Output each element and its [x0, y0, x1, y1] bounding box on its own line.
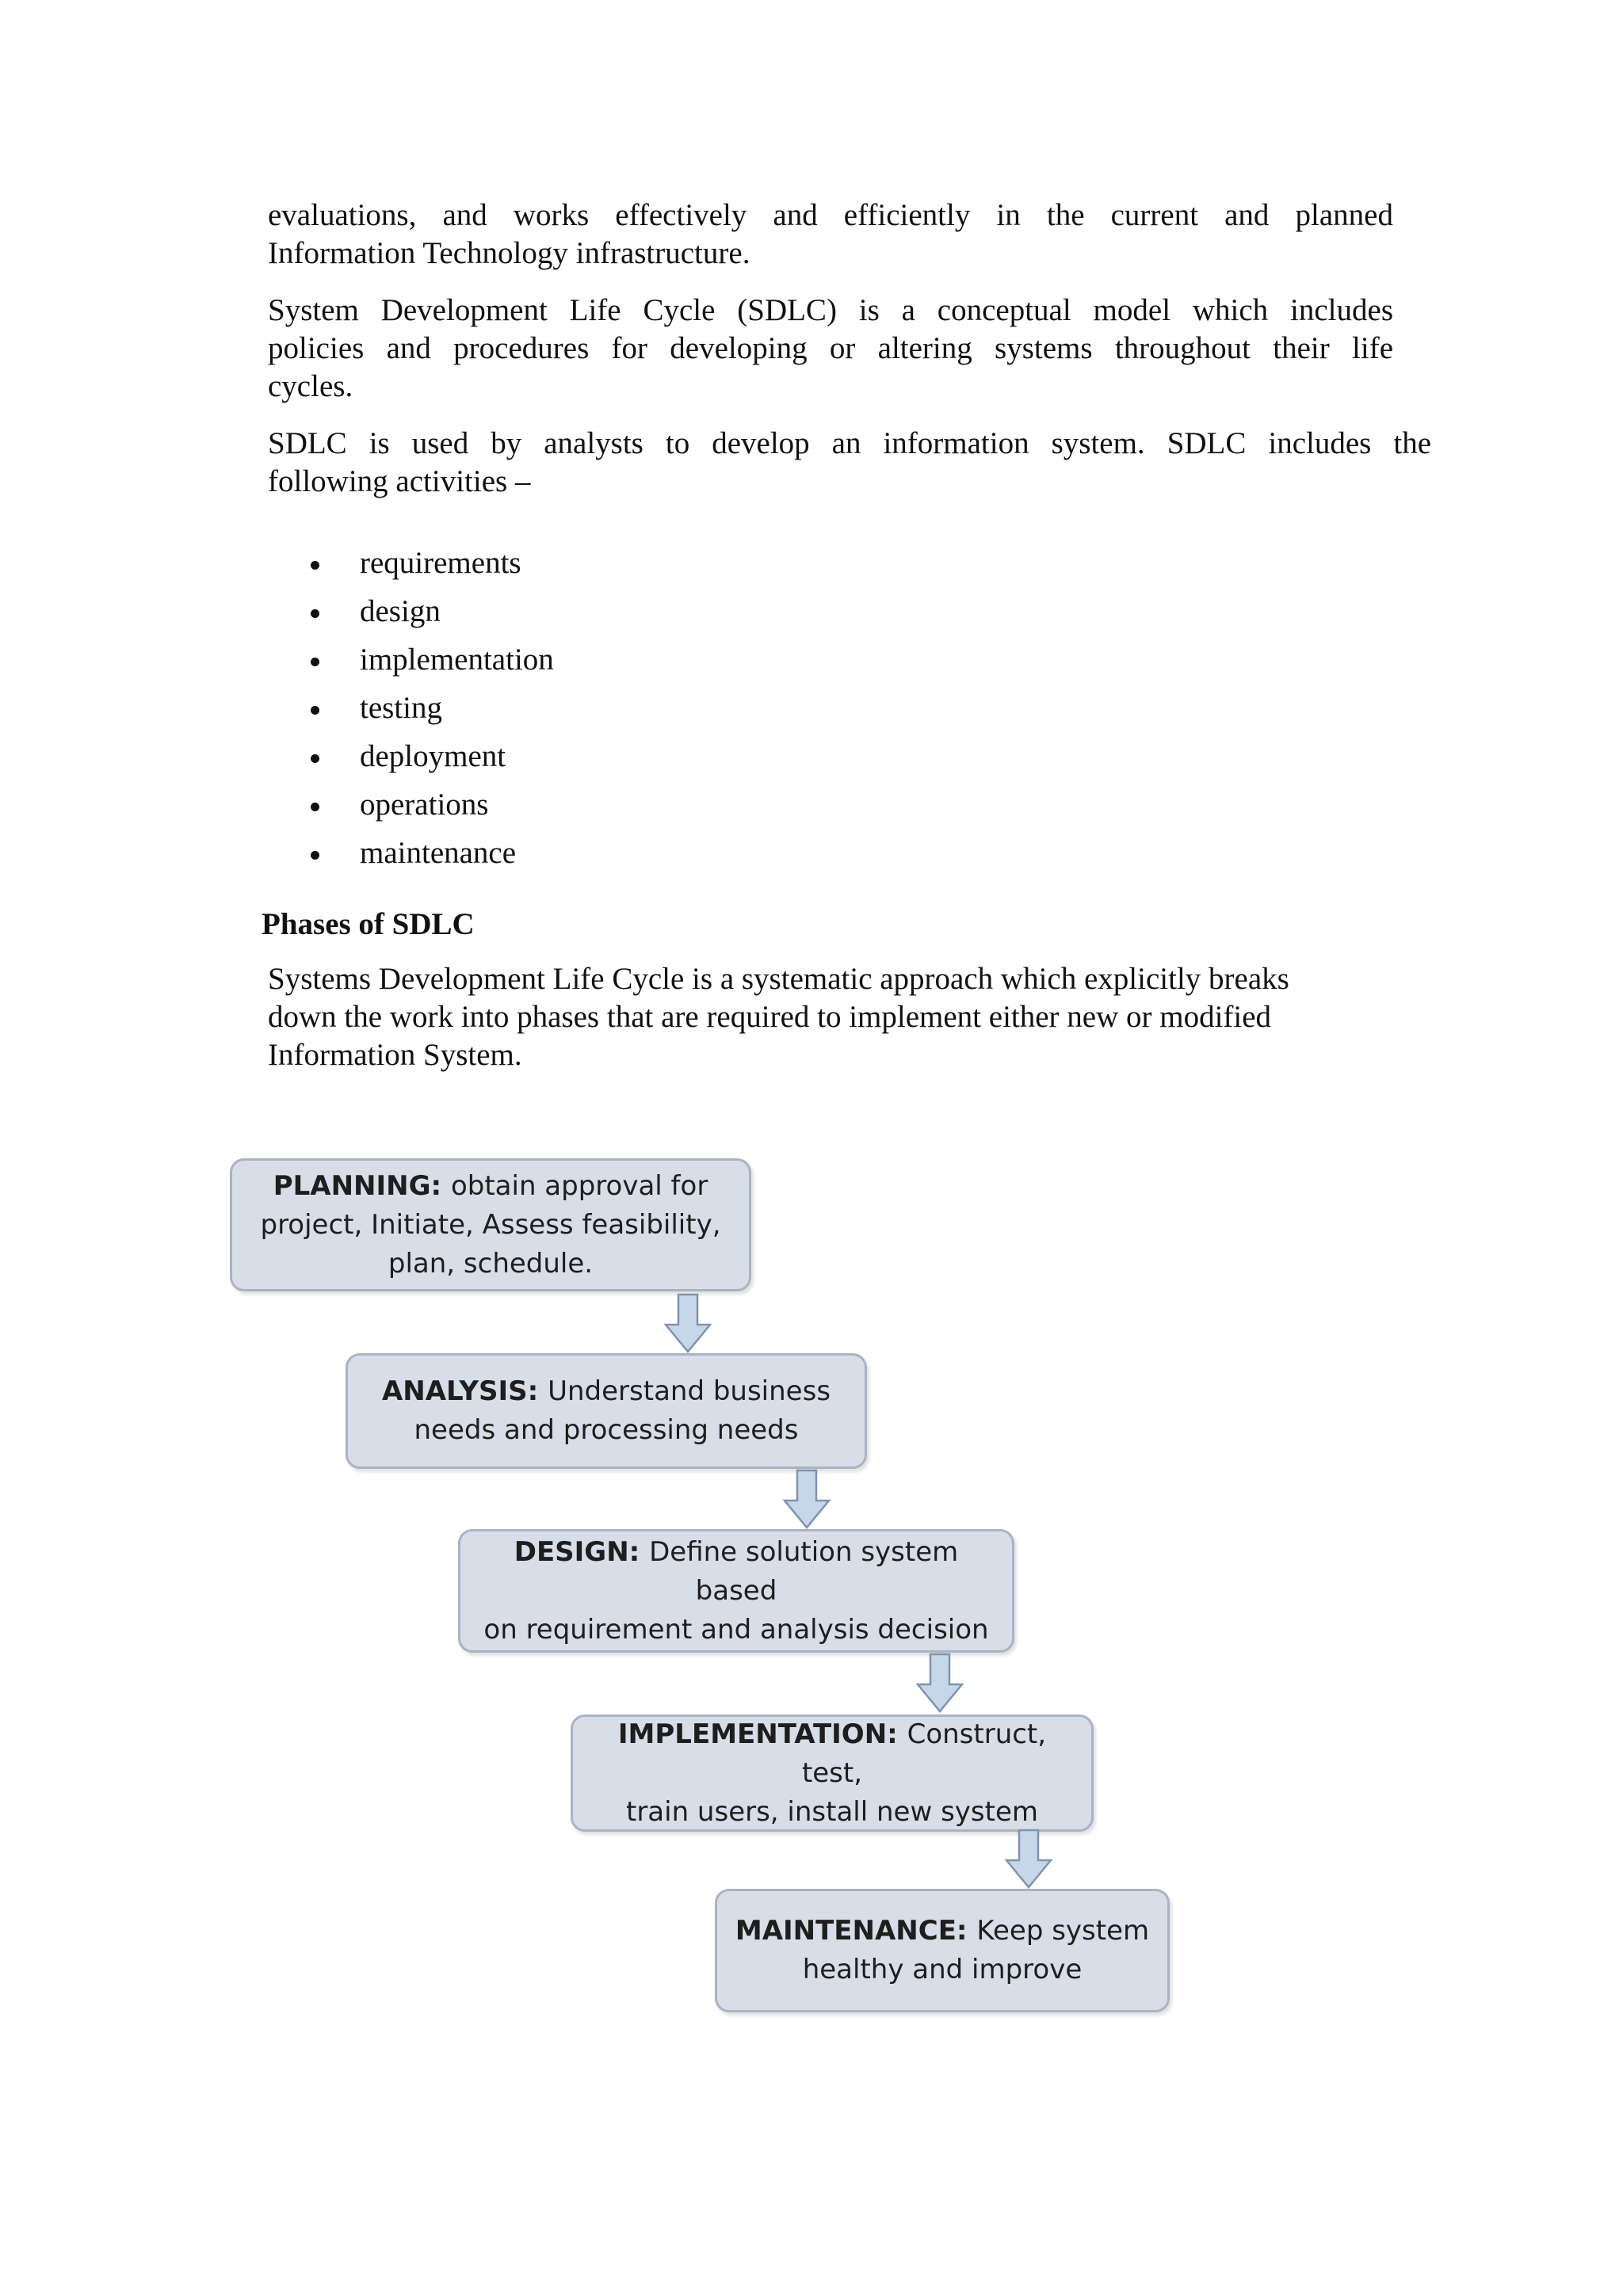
phases-intro-paragraph	[268, 960, 1457, 1074]
list-item: requirements	[307, 539, 554, 587]
intro-paragraph-2	[268, 292, 1393, 406]
intro-paragraph-2-line-2: policies and procedures for developing or altering systems throughout their life	[268, 331, 1393, 365]
phase-text: Construct, test,	[801, 1718, 1047, 1789]
phase-label: PLANNING:	[273, 1169, 451, 1202]
section-heading: Phases of SDLC	[262, 907, 475, 941]
list-item: design	[307, 587, 554, 635]
phase-text: Keep system	[976, 1915, 1150, 1947]
phase-text: Define solution system based	[649, 1535, 959, 1607]
list-item: testing	[307, 684, 554, 732]
phase-label: MAINTENANCE:	[735, 1915, 977, 1947]
phase-box-implementation	[571, 1714, 1094, 1832]
phases-intro-line-3: Information System.	[268, 1038, 522, 1072]
phase-text: obtain approval for	[450, 1169, 708, 1202]
intro-paragraph-3-line-2: following activities –	[268, 464, 531, 498]
down-arrow-icon	[664, 1293, 712, 1353]
phase-label: ANALYSIS:	[381, 1375, 548, 1407]
intro-paragraph-2-line-3: cycles.	[268, 369, 353, 403]
list-item: operations	[307, 780, 554, 829]
down-arrow-icon	[1005, 1829, 1052, 1889]
phase-box-analysis	[346, 1353, 867, 1469]
down-arrow-icon	[783, 1469, 831, 1529]
phases-intro-line-1: Systems Development Life Cycle is a systematic approach which explicitly breaks	[268, 962, 1289, 996]
phases-intro-line-2: down the work into phases that are required to implement either new or modified	[268, 1000, 1272, 1034]
list-item: maintenance	[307, 829, 554, 877]
phase-box-planning	[230, 1158, 751, 1291]
activities-list	[307, 539, 554, 877]
list-item: deployment	[307, 732, 554, 780]
intro-paragraph-1-line-2: Information Technology infrastructure.	[268, 236, 750, 270]
intro-paragraph-3	[268, 425, 1431, 501]
phase-label: DESIGN:	[514, 1535, 650, 1568]
phase-label: IMPLEMENTATION:	[617, 1718, 907, 1750]
intro-paragraph-1-line-1: evaluations, and works effectively and efficiently in the current and planned	[268, 198, 1393, 232]
phase-box-maintenance	[715, 1889, 1170, 2012]
phase-box-design	[458, 1529, 1014, 1653]
intro-paragraph-3-line-1: SDLC is used by analysts to develop an information system. SDLC includes the	[268, 426, 1431, 460]
phase-text: on requirement and analysis decision	[483, 1613, 989, 1646]
intro-paragraph-2-line-1: System Development Life Cycle (SDLC) is a conceptual model which includes	[268, 293, 1393, 327]
down-arrow-icon	[916, 1653, 964, 1713]
phase-text: plan, schedule.	[388, 1247, 594, 1280]
intro-paragraph-1	[268, 196, 1393, 273]
list-item: implementation	[307, 635, 554, 684]
phase-text: Understand business	[548, 1375, 831, 1407]
phase-text: needs and processing needs	[414, 1414, 799, 1446]
phase-text: healthy and improve	[802, 1954, 1083, 1985]
phase-text: project, Initiate, Assess feasibility,	[260, 1208, 721, 1241]
phase-text: train users, install new system	[625, 1795, 1038, 1828]
